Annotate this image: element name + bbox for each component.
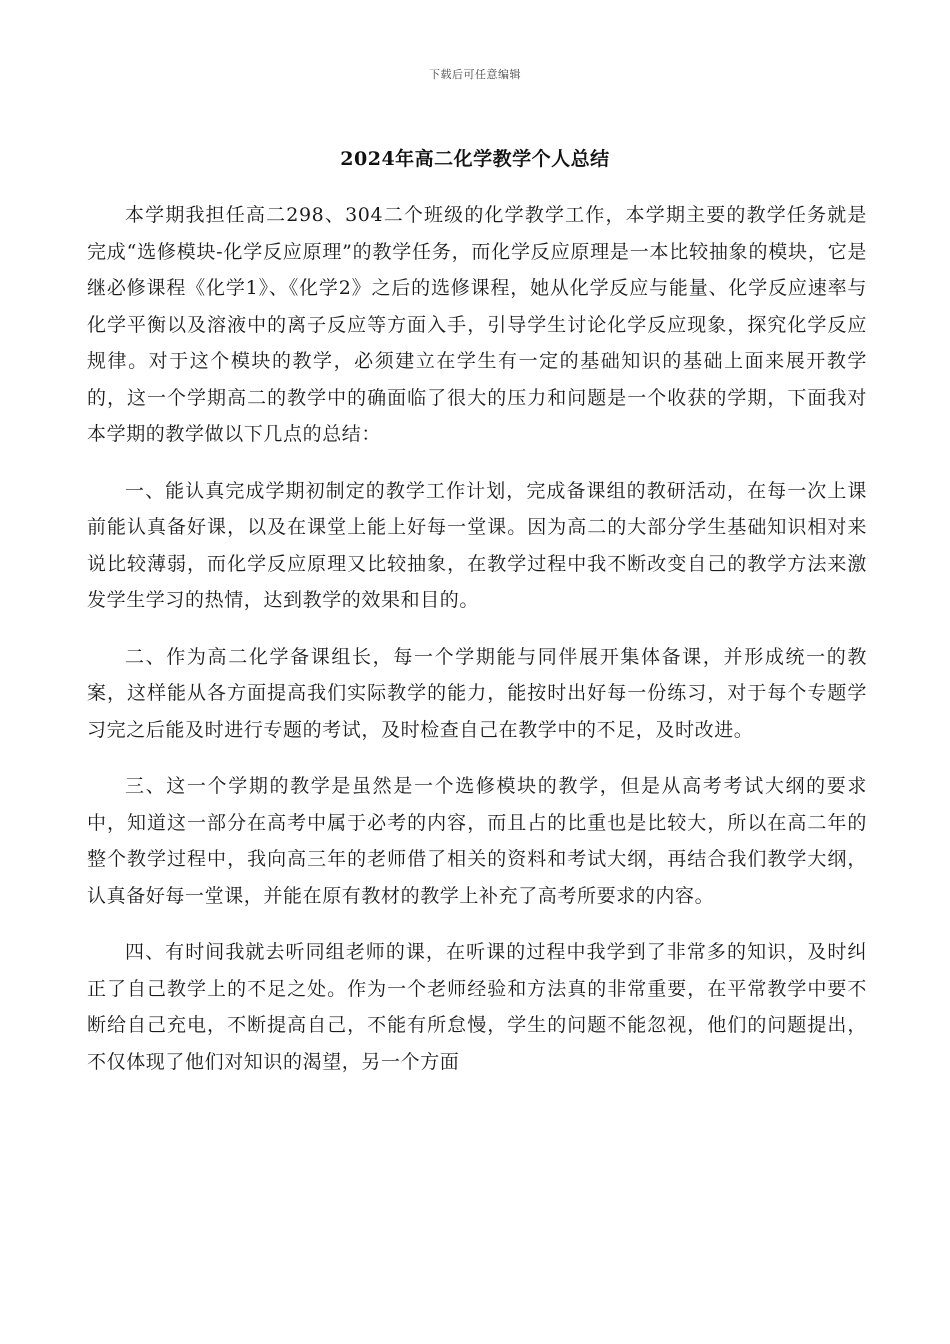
paragraph-point-1: 一、能认真完成学期初制定的教学工作计划，完成备课组的教研活动，在每一次上课前能认真备好课，以及在课堂上能上好每一堂课。因为高二的大部分学生基础知识相对来说比较薄弱，而化学反应原理又比较抽象，在教学过程中我不断改变自己的教学方法来激发学生学习的热情，达到教学的效果和目的。 <box>87 479 867 611</box>
paragraph-point-3: 三、这一个学期的教学是虽然是一个选修模块的教学，但是从高考考试大纲的要求中，知道这一部分在高考中属于必考的内容，而且占的比重也是比较大，所以在高二年的整个教学过程中，我向高三年的老师借了相关的资料和考试大纲，再结合我们教学大纲，认真备好每一堂课，并能在原有教材的教学上补充了高考所要求的内容。 <box>87 775 867 907</box>
document-title: 2024年高二化学教学个人总结 <box>340 148 610 170</box>
header-note: 下载后可任意编辑 <box>429 68 521 81</box>
paragraph-point-2: 二、作为高二化学备课组长，每一个学期能与同伴展开集体备课，并形成统一的教案，这样能从各方面提高我们实际教学的能力，能按时出好每一份练习，对于每个专题学习完之后能及时进行专题的考试，及时检查自己在教学中的不足，及时改进。 <box>87 645 867 741</box>
document-body <box>87 197 867 1100</box>
paragraph-point-4: 四、有时间我就去听同组老师的课，在听课的过程中我学到了非常多的知识，及时纠正了自己教学上的不足之处。作为一个老师经验和方法真的非常重要，在平常教学中要不断给自己充电，不断提高自己，不能有所怠慢，学生的问题不能忽视，他们的问题提出，不仅体现了他们对知识的渴望，另一个方面 <box>87 941 867 1073</box>
paragraph-intro: 本学期我担任高二298、304二个班级的化学教学工作，本学期主要的教学任务就是完成“选修模块-化学反应原理”的教学任务，而化学反应原理是一本比较抽象的模块，它是继必修课程《化学1》、《化学2》之后的选修课程，她从化学反应与能量、化学反应速率与化学平衡以及溶液中的离子反应等方面入手，引导学生讨论化学反应现象，探究化学反应规律。对于这个模块的教学，必须建立在学生有一定的基础知识的基础上面来展开教学的，这一个学期高二的教学中的确面临了很大的压力和问题是一个收获的学期，下面我对本学期的教学做以下几点的总结： <box>87 204 867 445</box>
